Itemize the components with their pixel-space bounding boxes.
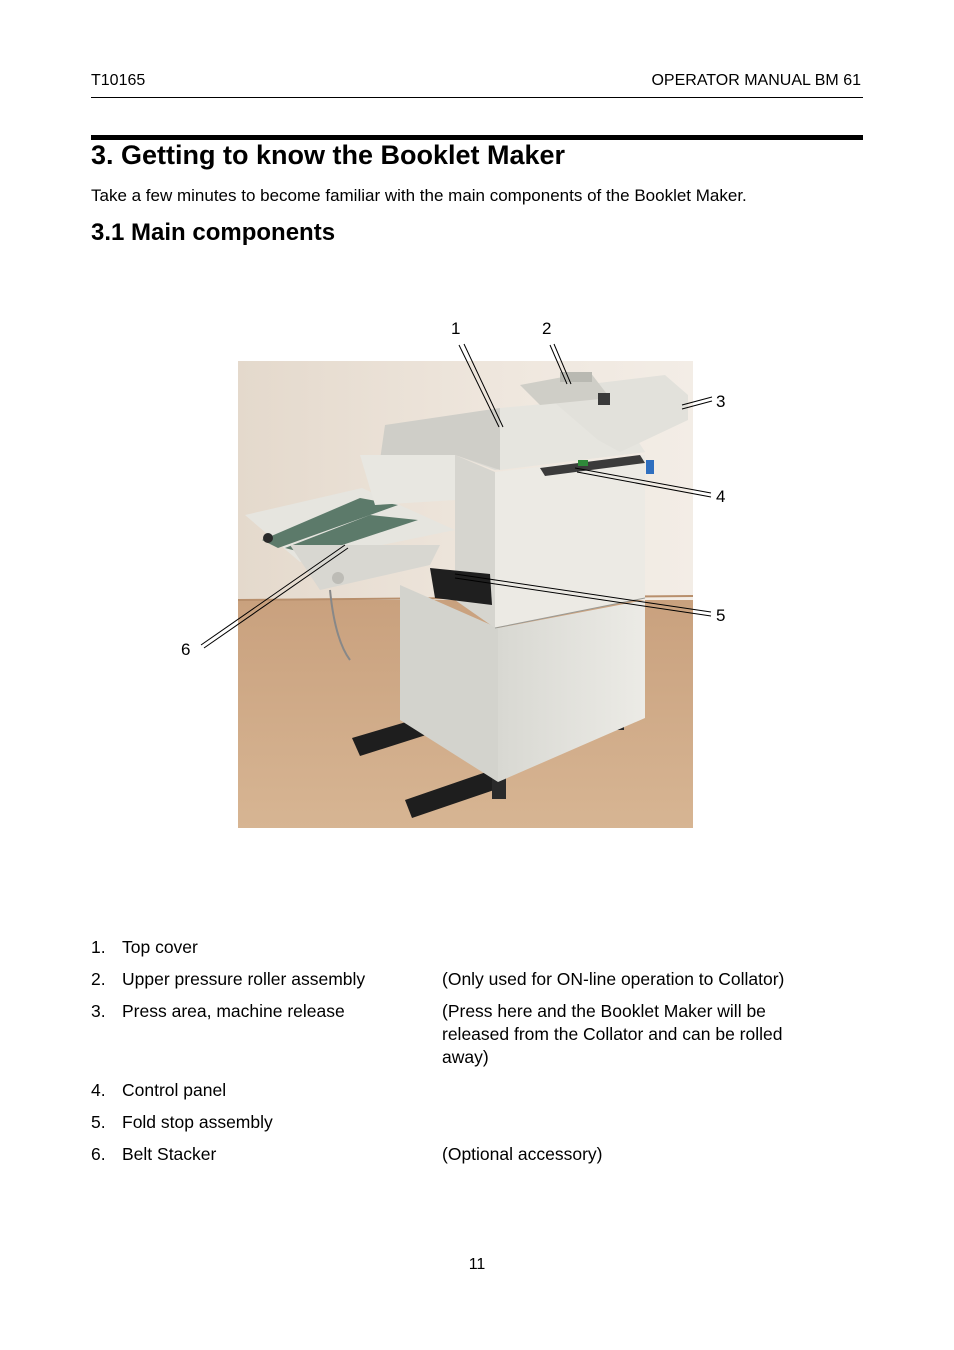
item-note: (Press here and the Booklet Maker will be released from the Collator and can be rolled away) [442, 1001, 783, 1067]
item-number: 3. [91, 1001, 106, 1021]
callout-5: 5 [716, 606, 726, 625]
item-label: Control panel [122, 1080, 227, 1100]
item-number: 6. [91, 1144, 106, 1164]
subsection-title: 3.1 Main components [91, 219, 336, 246]
item-number: 4. [91, 1080, 106, 1100]
item-number: 5. [91, 1112, 106, 1132]
item-label: Top cover [122, 937, 198, 957]
item-note: (Optional accessory) [442, 1144, 603, 1164]
section-title: 3. Getting to know the Booklet Maker [91, 140, 566, 170]
callout-4: 4 [716, 487, 726, 506]
item-number: 1. [91, 937, 106, 957]
callout-1: 1 [451, 319, 461, 338]
item-label: Upper pressure roller assembly [122, 969, 366, 989]
callout-3: 3 [716, 392, 726, 411]
callout-6: 6 [181, 640, 191, 659]
item-label: Press area, machine release [122, 1001, 345, 1021]
section-intro: Take a few minutes to become familiar with the main components of the Booklet Maker. [91, 186, 747, 205]
page-number: 11 [468, 1256, 486, 1273]
item-number: 2. [91, 969, 106, 989]
callout-2: 2 [542, 319, 552, 338]
header-manual-title: OPERATOR MANUAL BM 61 [651, 72, 861, 89]
item-label: Belt Stacker [122, 1144, 217, 1164]
item-label: Fold stop assembly [122, 1112, 273, 1132]
header-doc-id: T10165 [91, 72, 146, 89]
item-note: (Only used for ON-line operation to Collator) [442, 969, 785, 989]
machine-photo [238, 361, 693, 828]
